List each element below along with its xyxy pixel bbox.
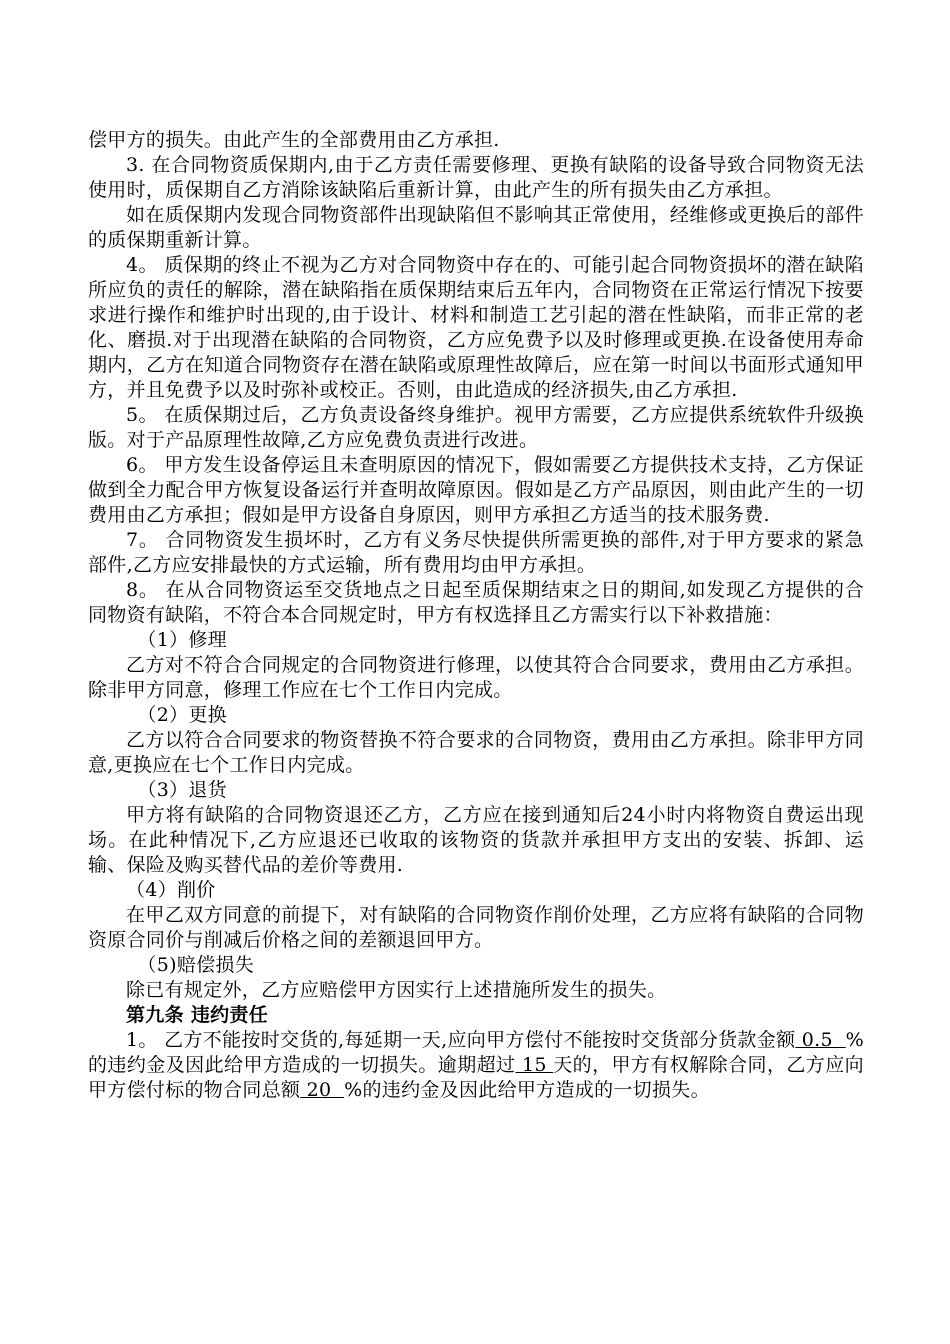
paragraph-continuation: 偿甲方的损失。由此产生的全部费用由乙方承担.	[88, 129, 500, 151]
remedy-return-body: 甲方将有缺陷的合同物资退还乙方，乙方应在接到通知后24小时内将物资自费运出现场。在此种情况下,乙方应退还已收取的该物资的货款并承担甲方支出的安装、拆卸、运输、保险及购买替代品的差价等费用.	[88, 804, 864, 876]
remedy-repair-body: 乙方对不符合合同规定的合同物资进行修理，以使其符合合同要求，费用由乙方承担。除非甲方同意，修理工作应在七个工作日内完成。	[88, 654, 864, 701]
remedy-discount-body: 在甲乙双方同意的前提下，对有缺陷的合同物资作削价处理，乙方应将有缺陷的合同物资原合同价与削减后价格之间的差额退回甲方。	[88, 904, 864, 951]
remedy-replace-heading: （2）更换	[137, 704, 227, 726]
penalty-rate-blank: 0.5	[795, 1029, 846, 1051]
remedy-compensation-heading: （5)赔偿损失	[137, 954, 254, 976]
remedy-repair-heading: （1）修理	[137, 629, 227, 651]
clause-3-note: 如在质保期内发现合同物资部件出现缺陷但不影响其正常使用，经维修或更换后的部件的质保期重新计算。	[88, 204, 864, 251]
clause-5: 5。 在质保期过后，乙方负责设备终身维护。视甲方需要，乙方应提供系统软件升级换版。对于产品原理性故障,乙方应免费负责进行改进。	[88, 404, 864, 451]
clause-6: 6。 甲方发生设备停运且未查明原因的情况下，假如需要乙方提供技术支持，乙方保证做到全力配合甲方恢复设备运行并查明故障原因。假如是乙方产品原因，则由此产生的一切费用由乙方承担；假如是甲方设备自身原因，则甲方承担乙方适当的技术服务费.	[88, 454, 864, 526]
remedy-compensation-body: 除已有规定外，乙方应赔偿甲方因实行上述措施所发生的损失。	[126, 979, 667, 1001]
article-9-clause-1	[88, 1028, 864, 1103]
clause-3: 3. 在合同物资质保期内,由于乙方责任需要修理、更换有缺陷的设备导致合同物资无法使用时，质保期自乙方消除该缺陷后重新计算，由此产生的所有损失由乙方承担。	[88, 154, 864, 201]
remedy-discount-heading: （4）削价	[126, 879, 216, 901]
overdue-days-blank: 15	[515, 1054, 554, 1076]
article-9-heading: 第九条 违约责任	[126, 1004, 269, 1026]
clause-7: 7。 合同物资发生损坏时，乙方有义务尽快提供所需更换的部件,对于甲方要求的紧急部件,乙方应安排最快的方式运输，所有费用均由甲方承担。	[88, 529, 864, 576]
article-9-text-2: %的违约金及因此给甲方造成的一切损失。逾期超过	[88, 1029, 865, 1076]
total-penalty-blank: 20	[300, 1079, 345, 1101]
article-9-text-3: 天的，甲方有权解除合同，乙方应向甲方偿付标的物合同总额	[88, 1054, 864, 1101]
clause-4: 4。 质保期的终止不视为乙方对合同物资中存在的、可能引起合同物资损坏的潜在缺陷所应负的责任的解除，潜在缺陷指在质保期结束后五年内，合同物资在正常运行情况下按要求进行操作和维护时出现的,由于设计、材料和制造工艺引起的潜在性缺陷，而非正常的老化、磨损.对于出现潜在缺陷的合同物资，乙方应免费予以及时修理或更换.在设备使用寿命期内，乙方在知道合同物资存在潜在缺陷或原理性故障后，应在第一时间以书面形式通知甲方，并且免费予以及时弥补或校正。否则，由此造成的经济损失,由乙方承担.	[88, 254, 864, 401]
contract-page	[88, 128, 864, 1103]
remedy-return-heading: （3）退货	[137, 779, 227, 801]
article-9-text-4: %的违约金及因此给甲方造成的一切损失。	[344, 1079, 710, 1101]
remedy-replace-body: 乙方以符合合同要求的物资替换不符合要求的合同物资，费用由乙方承担。除非甲方同意,更换应在七个工作日内完成。	[88, 729, 864, 776]
clause-8: 8。 在从合同物资运至交货地点之日起至质保期结束之日的期间,如发现乙方提供的合同物资有缺陷，不符合本合同规定时，甲方有权选择且乙方需实行以下补救措施：	[88, 579, 864, 626]
article-9-text-1: 1。 乙方不能按时交货的,每延期一天,应向甲方偿付不能按时交货部分货款金额	[126, 1029, 796, 1051]
